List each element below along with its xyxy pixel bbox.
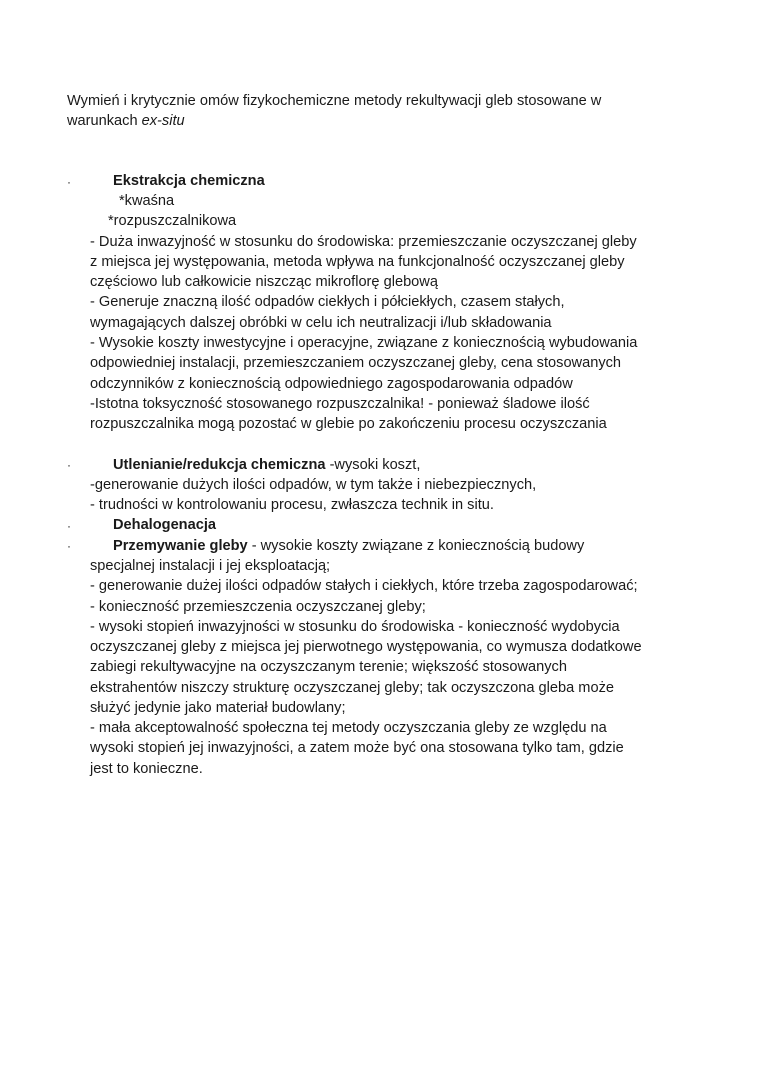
text-line: - trudności w kontrolowaniu procesu, zwłaszcza technik in situ.	[90, 497, 494, 513]
bullet-marker: ·	[67, 519, 71, 533]
question-line-2	[67, 111, 667, 131]
text-line: zabiegi rekultywacyjne na oczyszczanym terenie; większość stosowanych	[90, 659, 567, 675]
question-text	[67, 91, 667, 131]
text-line: odczynników z koniecznością odpowiedniego zagospodarowania odpadów	[90, 376, 573, 392]
text-line: - generowanie dużej ilości odpadów stałych i ciekłych, które trzeba zagospodarować;	[90, 578, 638, 594]
bullet-marker: ·	[67, 175, 71, 189]
text-line: z miejsca jej występowania, metoda wpływa na funkcjonalność oczyszczanej gleby	[90, 254, 625, 270]
text-line: odpowiedniej instalacji, przemieszczaniem oczyszczanej gleby, cena stosowanych	[90, 355, 622, 371]
question-line-2-prefix: warunkach	[67, 113, 142, 129]
section-title-suffix: - wysokie koszty związane z koniecznością budowy	[247, 538, 585, 554]
section-title: Ekstrakcja chemiczna	[113, 173, 265, 189]
text-line: ekstrahentów niszczy strukturę oczyszczanej gleby; tak oczyszczona gleba może	[90, 680, 614, 696]
section-title: Utlenianie/redukcja chemiczna	[113, 457, 326, 473]
text-line: specjalnej instalacji i jej eksploatacją;	[90, 558, 331, 574]
text-line: wymagających dalszej obróbki w celu ich neutralizacji i/lub składowania	[90, 315, 552, 331]
text-line: - wysoki stopień inwazyjności w stosunku do środowiska - konieczność wydobycia	[90, 619, 620, 635]
text-line: rozpuszczalnika mogą pozostać w glebie po zakończeniu procesu oczyszczania	[90, 416, 607, 432]
section-heading-oxidation	[113, 455, 420, 475]
bullet-marker: ·	[67, 458, 71, 472]
subtype-acidic: *kwaśna	[119, 193, 175, 209]
section-heading-extraction	[113, 171, 265, 191]
text-line: - Wysokie koszty inwestycyjne i operacyjne, związane z koniecznością wybudowania	[90, 335, 638, 351]
text-line: - konieczność przemieszczenia oczyszczanej gleby;	[90, 599, 426, 615]
text-line: - mała akceptowalność społeczna tej metody oczyszczania gleby ze względu na	[90, 720, 607, 736]
bullet-marker: ·	[67, 539, 71, 553]
question-line-1: Wymień i krytycznie omów fizykochemiczne metody rekultywacji gleb stosowane w	[67, 93, 602, 109]
text-line: -generowanie dużych ilości odpadów, w tym także i niebezpiecznych,	[90, 477, 537, 493]
text-line: jest to konieczne.	[90, 761, 203, 777]
text-line: - Duża inwazyjność w stosunku do środowiska: przemieszczanie oczyszczanej gleby	[90, 234, 637, 250]
section-title-suffix: -wysoki koszt,	[325, 457, 421, 473]
subtype-solvent: *rozpuszczalnikowa	[108, 213, 237, 229]
section-title: Dehalogenacja	[113, 517, 217, 533]
section-heading-washing	[113, 536, 584, 556]
section-title: Przemywanie gleby	[113, 538, 248, 554]
text-line: wysoki stopień jej inwazyjności, a zatem może być ona stosowana tylko tam, gdzie	[90, 740, 624, 756]
section-heading-dehalogenation	[113, 515, 216, 535]
text-line: częściowo lub całkowicie niszcząc mikroflorę glebową	[90, 274, 438, 290]
question-ex-situ: ex-situ	[141, 113, 185, 129]
text-line: oczyszczanej gleby z miejsca jej pierwotnego występowania, co wymusza dodatkowe	[90, 639, 642, 655]
text-line: służyć jedynie jako materiał budowlany;	[90, 700, 346, 716]
text-line: - Generuje znaczną ilość odpadów ciekłych i półciekłych, czasem stałych,	[90, 294, 565, 310]
text-line: -Istotna toksyczność stosowanego rozpuszczalnika! - ponieważ śladowe ilość	[90, 396, 590, 412]
